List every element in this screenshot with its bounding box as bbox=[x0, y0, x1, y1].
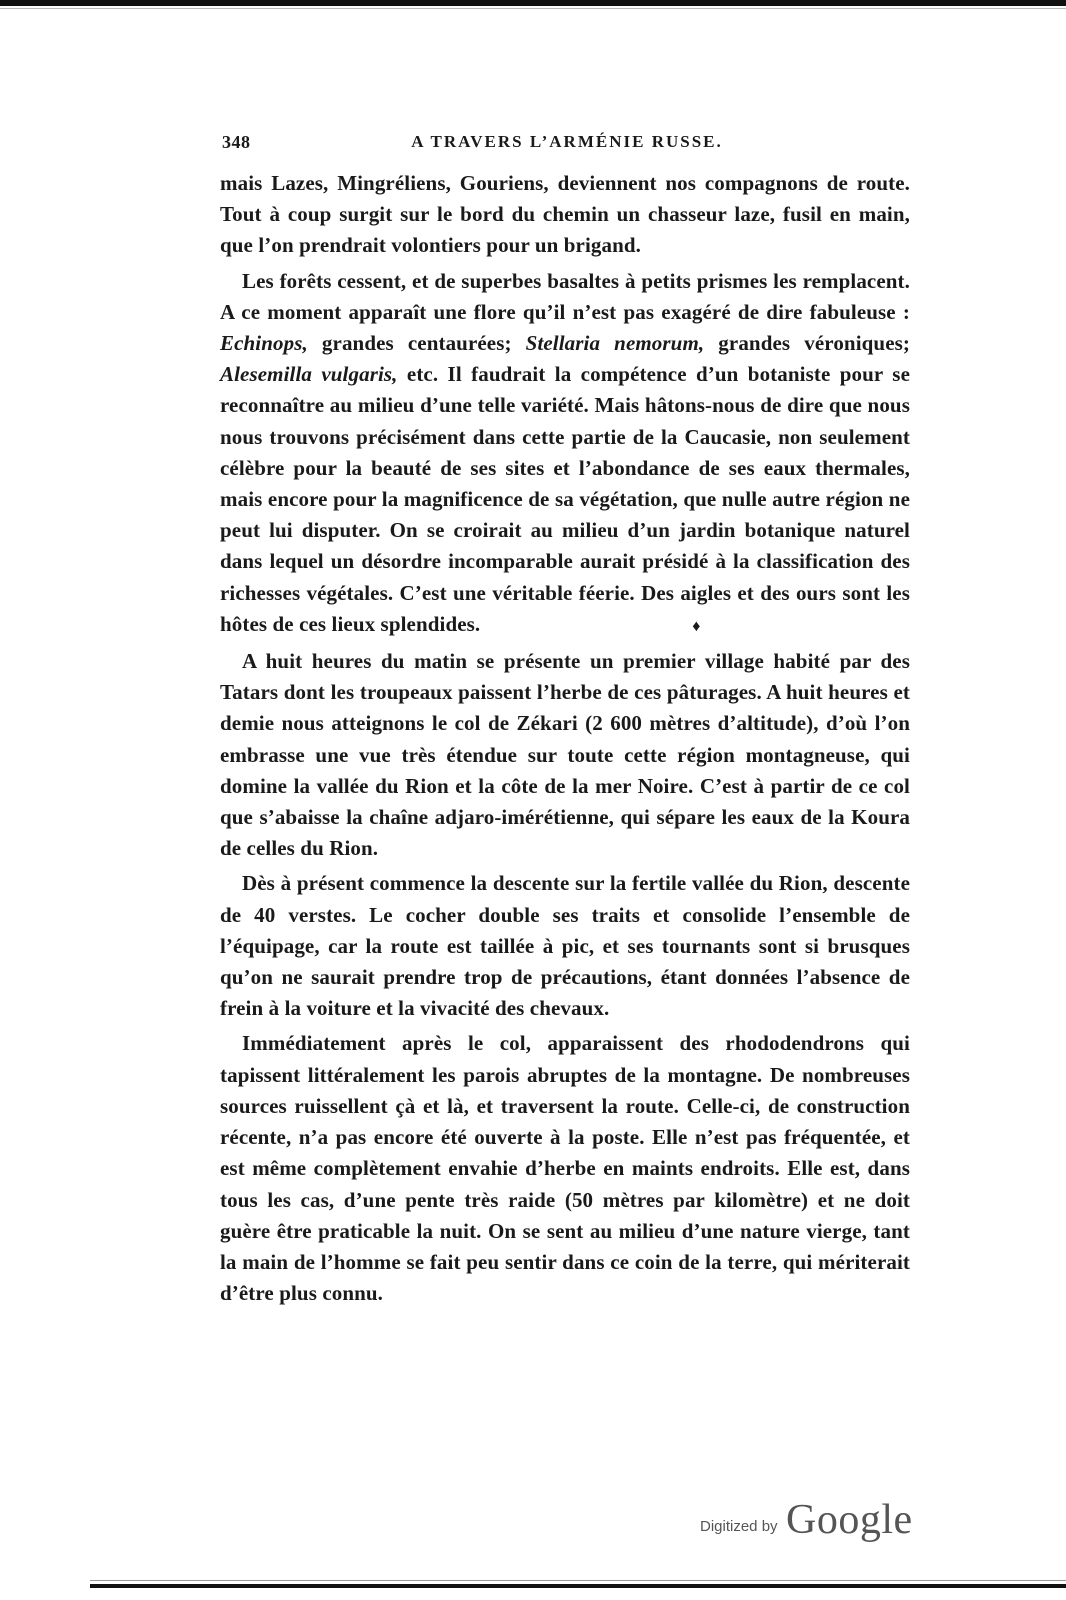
bottom-border-thin-rule bbox=[90, 1580, 1066, 1581]
page-header bbox=[222, 132, 912, 156]
paragraph-4: Dès à présent commence la descente sur la fertile vallée du Rion, descente de 40 verstes. Le cocher double ses traits et consolide l’ensemble de l’équipage, car la route est taillée à pic, et ses tournants sont si brusques qu’on ne saurait prendre trop de précautions, étant données l’absence de frein à la voiture et la vivacité des chevaux. bbox=[220, 871, 910, 1021]
paragraph-2-part-d: etc. Il faudrait la compétence d’un botaniste pour se reconnaître au milieu d’une telle variété. Mais hâtons-nous de dire que nous nous trouvons précisément dans cette partie de la Caucasie, non seulement célèbre pour la beauté de ses sites et l’abondance de ses eaux thermales, mais encore pour la magnificence de sa végétation, que nulle autre région ne peut lui disputer. On se croirait au milieu d’un jardin botanique naturel dans lequel un désordre incomparable aurait présidé à la classification des richesses végétales. C’est une véritable féerie. Des aigles et des ours sont les hôtes de ces lieux splendides. bbox=[220, 362, 910, 636]
paragraph-2 bbox=[220, 266, 910, 642]
top-border-thin-rule bbox=[0, 8, 1066, 9]
watermark-small-text: Digitized by bbox=[700, 1518, 778, 1535]
paragraph-3: A huit heures du matin se présente un premier village habité par des Tatars dont les troupeaux paissent l’herbe de ces pâturages. A huit heures et demie nous atteignons le col de Zékari (2 600 mètres d’altitude), d’où l’on embrasse une vue très étendue sur toute cette région montagneuse, qui domine la vallée du Rion et la côte de la mer Noire. C’est à partir de ce col que s’abaisse la chaîne adjaro-imérétienne, qui sépare les eaux de la Koura de celles du Rion. bbox=[220, 649, 910, 861]
ink-mark-icon: ♦ bbox=[692, 617, 701, 635]
italic-stellaria: Stellaria nemorum, bbox=[525, 331, 705, 356]
paragraph-2-part-c: grandes véroniques; bbox=[704, 331, 910, 356]
italic-alesemilla: Alesemilla vulgaris, bbox=[220, 362, 398, 387]
bottom-border-rule bbox=[90, 1584, 1066, 1588]
paragraph-1: mais Lazes, Mingréliens, Gouriens, deviennent nos compagnons de route. Tout à coup surgit sur le bord du chemin un chasseur laze, fusil en main, que l’on prendrait volontiers pour un brigand. bbox=[220, 171, 910, 258]
body-text bbox=[220, 168, 910, 1309]
page-number: 348 bbox=[222, 132, 251, 152]
google-logo: Google bbox=[786, 1497, 913, 1543]
top-border-rule bbox=[0, 0, 1066, 6]
paragraph-2-part-b: grandes centaurées; bbox=[307, 331, 526, 356]
running-title: A TRAVERS L’ARMÉNIE RUSSE. bbox=[411, 132, 723, 151]
paragraph-5: Immédiatement après le col, apparaissent des rhododendrons qui tapissent littéralement les parois abruptes de la montagne. De nombreuses sources ruissellent çà et là, et traversent la route. Celle-ci, de construction récente, n’a pas encore été ouverte à la poste. Elle n’est pas fréquentée, et est même complètement envahie d’herbe en maints endroits. Elle est, dans tous les cas, d’une pente très raide (50 mètres par kilomètre) et ne doit guère être praticable la nuit. On se sent au milieu d’une nature vierge, tant la main de l’homme se fait peu sentir dans ce coin de la terre, qui mériterait d’être plus connu. bbox=[220, 1031, 910, 1306]
paragraph-2-part-a: Les forêts cessent, et de superbes basaltes à petits prismes les remplacent. A ce moment apparaît une flore qu’il n’est pas exagéré de dire fabuleuse : bbox=[220, 268, 910, 324]
italic-echinops: Echinops, bbox=[220, 331, 308, 356]
digitized-by-google-watermark bbox=[700, 1497, 913, 1550]
